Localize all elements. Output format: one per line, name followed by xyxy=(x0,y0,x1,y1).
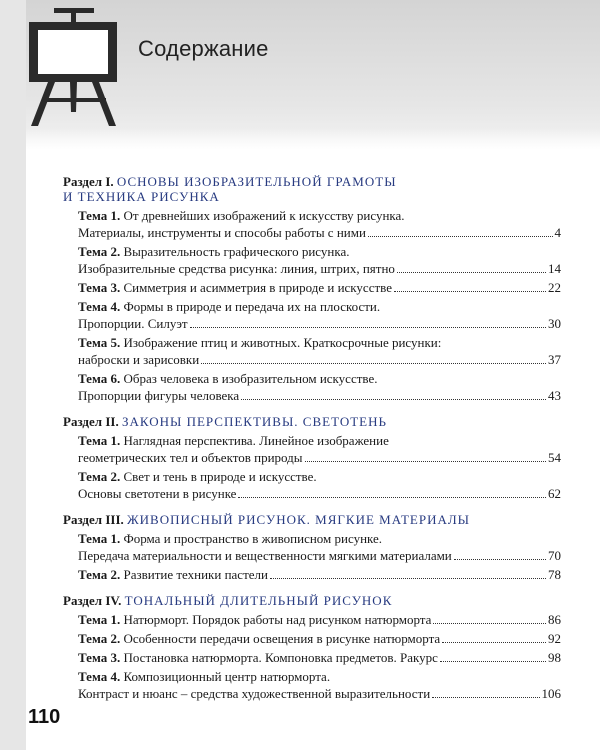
dot-leader xyxy=(190,327,546,328)
page-ref: 30 xyxy=(548,316,561,331)
topic-label: Тема 2. xyxy=(78,469,121,484)
topic-title: От древнейших изображений к искусству рисунка. xyxy=(123,208,405,223)
toc-entry[interactable] xyxy=(78,611,561,628)
topic-label: Тема 4. xyxy=(78,299,121,314)
topic-title-line2: Пропорции. Силуэт xyxy=(78,316,188,331)
dot-leader xyxy=(433,623,546,624)
dot-leader xyxy=(432,697,539,698)
dot-leader xyxy=(368,236,553,237)
topic-label: Тема 1. xyxy=(78,531,121,546)
section-heading xyxy=(63,593,561,608)
page-ref: 54 xyxy=(548,450,561,465)
topic-title: Свет и тень в природе и искусстве. xyxy=(123,469,317,484)
dot-leader xyxy=(238,497,546,498)
section-title: ОСНОВЫ ИЗОБРАЗИТЕЛЬНОЙ ГРАМОТЫ xyxy=(116,174,397,189)
topic-title-line2: Основы светотени в рисунке xyxy=(78,486,237,501)
topic-title: Наглядная перспектива. Линейное изображение xyxy=(123,433,389,448)
easel-icon xyxy=(24,8,124,126)
section-label: Раздел III. xyxy=(63,512,124,527)
section-title-line2: И ТЕХНИКА РИСУНКА xyxy=(63,189,220,204)
page-ref: 92 xyxy=(548,631,561,646)
section-title: ЖИВОПИСНЫЙ РИСУНОК. МЯГКИЕ МАТЕРИАЛЫ xyxy=(127,512,471,527)
topic-title-line2: Пропорции фигуры человека xyxy=(78,388,240,403)
toc-entry[interactable] xyxy=(78,530,561,564)
topic-label: Тема 3. xyxy=(78,280,121,295)
section-label: Раздел IV. xyxy=(63,593,122,608)
section-1 xyxy=(63,174,561,404)
dot-leader xyxy=(270,578,546,579)
toc-entry[interactable] xyxy=(78,468,561,502)
toc-entry[interactable] xyxy=(78,566,561,583)
topic-title: Симметрия и асимметрия в природе и искусстве xyxy=(123,280,392,295)
topic-title-line2: Передача материальности и вещественности мягкими материалами xyxy=(78,548,452,563)
section-heading xyxy=(63,174,561,204)
topic-title: Развитие техники пастели xyxy=(123,567,268,582)
page-ref: 37 xyxy=(548,352,561,367)
toc-entry[interactable] xyxy=(78,298,561,332)
page-ref: 106 xyxy=(541,686,561,701)
topic-label: Тема 5. xyxy=(78,335,121,350)
topic-label: Тема 2. xyxy=(78,244,121,259)
table-of-contents xyxy=(63,174,561,712)
dot-leader xyxy=(442,642,546,643)
topic-title: Выразительность графического рисунка. xyxy=(123,244,350,259)
dot-leader xyxy=(454,559,546,560)
left-margin-strip xyxy=(0,0,26,750)
topic-title: Изображение птиц и животных. Краткосрочные рисунки: xyxy=(123,335,442,350)
topic-title-line2: геометрических тел и объектов природы xyxy=(78,450,303,465)
page-ref: 22 xyxy=(548,280,561,295)
dot-leader xyxy=(397,272,546,273)
topic-label: Тема 1. xyxy=(78,208,121,223)
page-ref: 70 xyxy=(548,548,561,563)
topic-title-line2: наброски и зарисовки xyxy=(78,352,200,367)
section-4 xyxy=(63,593,561,702)
dot-leader xyxy=(440,661,546,662)
topic-title: Особенности передачи освещения в рисунке натюрморта xyxy=(123,631,441,646)
section-3 xyxy=(63,512,561,583)
dot-leader xyxy=(241,399,546,400)
topic-title: Натюрморт. Порядок работы над рисунком натюрморта xyxy=(123,612,432,627)
toc-entry[interactable] xyxy=(78,630,561,647)
dot-leader xyxy=(305,461,546,462)
toc-entry[interactable] xyxy=(78,279,561,296)
topic-label: Тема 2. xyxy=(78,567,121,582)
dot-leader xyxy=(201,363,546,364)
section-label: Раздел II. xyxy=(63,414,119,429)
page-ref: 14 xyxy=(548,261,561,276)
page-ref: 78 xyxy=(548,567,561,582)
section-title: ТОНАЛЬНЫЙ ДЛИТЕЛЬНЫЙ РИСУНОК xyxy=(124,593,393,608)
page-ref: 86 xyxy=(548,612,561,627)
section-2 xyxy=(63,414,561,502)
topic-title: Образ человека в изобразительном искусстве. xyxy=(123,371,378,386)
topic-label: Тема 1. xyxy=(78,433,121,448)
toc-entry[interactable] xyxy=(78,370,561,404)
topic-title: Форма и пространство в живописном рисунке. xyxy=(123,531,383,546)
topic-label: Тема 2. xyxy=(78,631,121,646)
page-ref: 43 xyxy=(548,388,561,403)
page-ref: 62 xyxy=(548,486,561,501)
section-heading xyxy=(63,512,561,527)
section-label: Раздел I. xyxy=(63,174,114,189)
topic-title-line2: Изобразительные средства рисунка: линия, штрих, пятно xyxy=(78,261,395,276)
dot-leader xyxy=(394,291,546,292)
toc-entry[interactable] xyxy=(78,649,561,666)
section-heading xyxy=(63,414,561,429)
toc-entry[interactable] xyxy=(78,432,561,466)
topic-title: Композиционный центр натюрморта. xyxy=(123,669,331,684)
toc-entry[interactable] xyxy=(78,334,561,368)
page-title: Содержание xyxy=(138,36,269,61)
topic-title: Формы в природе и передача их на плоскости. xyxy=(123,299,381,314)
topic-label: Тема 4. xyxy=(78,669,121,684)
topic-title: Постановка натюрморта. Компоновка предметов. Ракурс xyxy=(123,650,438,665)
page-ref: 4 xyxy=(554,225,561,240)
page-number: 110 xyxy=(28,706,61,728)
topic-label: Тема 3. xyxy=(78,650,121,665)
section-title: ЗАКОНЫ ПЕРСПЕКТИВЫ. СВЕТОТЕНЬ xyxy=(121,414,387,429)
topic-label: Тема 1. xyxy=(78,612,121,627)
topic-title-line2: Материалы, инструменты и способы работы с ними xyxy=(78,225,366,240)
topic-label: Тема 6. xyxy=(78,371,121,386)
toc-entry[interactable] xyxy=(78,668,561,702)
page-ref: 98 xyxy=(548,650,561,665)
toc-entry[interactable] xyxy=(78,243,561,277)
topic-title-line2: Контраст и нюанс – средства художественной выразительности xyxy=(78,686,431,701)
toc-entry[interactable] xyxy=(78,207,561,241)
